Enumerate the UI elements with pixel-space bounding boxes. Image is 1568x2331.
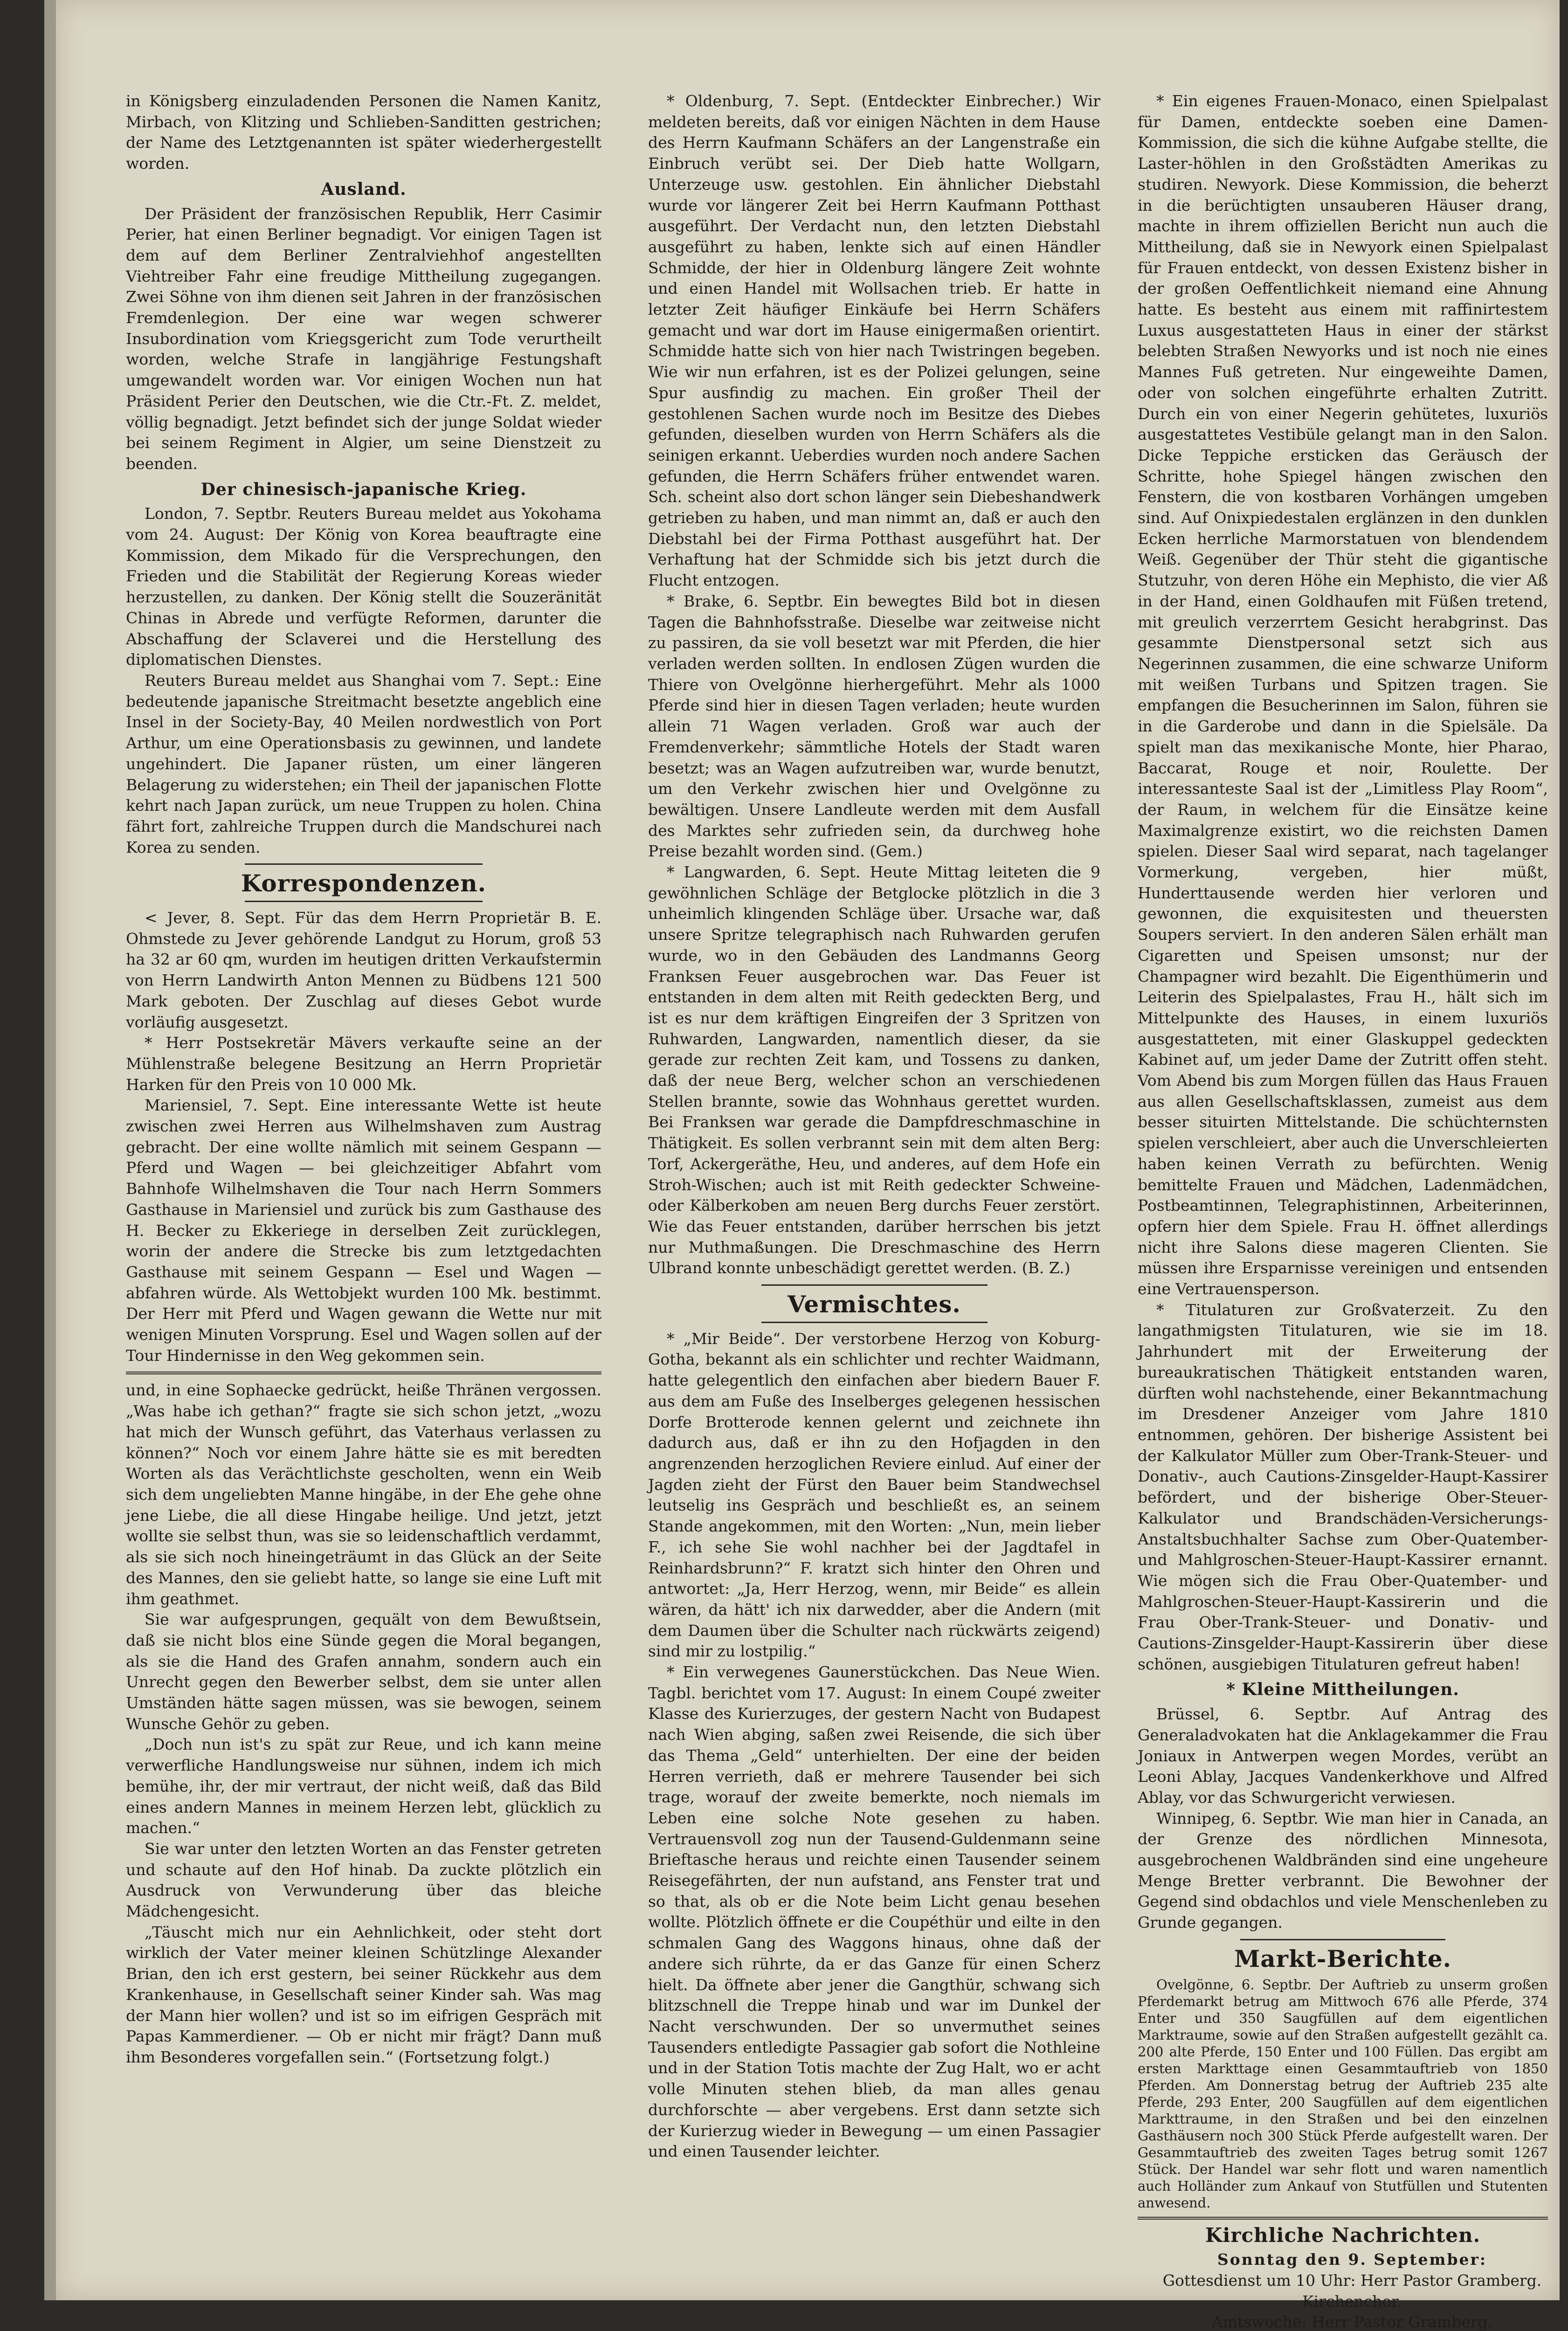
article-mir-beide: * „Mir Beide“. Der verstorbene Herzog von Koburg-Gotha, bekannt als ein schlichter und rechter Waidmann, hatte gelegentlich den einfachen aber biedern Bauer F. aus dem am Fuße des Inselberges gelegenen hessischen Dorfe Brotterode kennen gelernt und zeichnete ihn dadurch aus, daß er ihn zu den Hofjagden in den angrenzenden herzoglichen Reviere einlud. Auf einer der Jagden zieht der Fürst den Bauer beim Standwechsel leutselig ins Gespräch und beschließt es, an seinem Stande angekommen, mit den Worten: „Nun, mein lieber F., ich sehe Sie wohl nachher bei der Jagdtafel in Reinhardsbrunn?“ F. kratzt sich hinter den Ohren und antwortet: „Ja, Herr Herzog, wenn, mir Beide“ es allein wären, da hätt' ich nix darwedder, aber die Andern (mit dem Daumen über die Schulter nach rückwärts zeigend) sind mir zu lostpilig.“ [648, 1329, 1100, 1661]
article-titulaturen: * Titulaturen zur Großvaterzeit. Zu den langathmigsten Titulaturen, wie sie im 18. Jahrhundert mit der Erweiterung der bureaukratischen Thätigkeit entstanden waren, dürften wohl nachstehende, einer Bekanntmachung im Dresdener Anzeiger vom Jahre 1810 entnommen, gehören. Der bisherige Assistent bei der Kalkulator Müller zum Ober-Trank-Steuer- und Donativ-, auch Cautions-Zinsgelder-Haupt-Kassirer befördert, und der bisherige Ober-Steuer-Kalkulator und Brandschäden-Versicherungs-Anstaltsbuchhalter Sachse zum Ober-Quatember- und Mahlgroschen-Steuer-Haupt-Kassirer ernannt. Wie mögen sich die Frau Ober-Quatember- und Mahlgroschen-Steuer-Haupt-Kassirerin und die Frau Ober-Trank-Steuer- und Donativ- und Cautions-Zinsgelder-Haupt-Kassirerin über diese schönen, ausgiebigen Titulaturen gefreut haben! [1138, 1300, 1548, 1673]
article-jever: < Jever, 8. Sept. Für das dem Herrn Proprietär B. E. Ohmstede zu Jever gehörende Landgut zu Horum, groß 53 ha 32 ar 60 qm, wurden im heutigen dritten Verkaufstermin von Herrn Landwirth Anton Mennen zu Büdbens 121 500 Mark geboten. Der Zuschlag auf dieses Gebot wurde vorläufig ausgesetzt. [126, 909, 601, 1031]
serial-story-text: Sie war aufgesprungen, gequält von dem Bewußtsein, daß sie nicht blos eine Sünde gegen die Moral begangen, als sie die Hand des Grafen annahm, sondern auch ein Unrecht gegen den Bewerber selbst, dem sie unter allen Umständen hätte sagen müssen, was sie bewogen, seinem Wunsche Gehör zu geben. [126, 1610, 601, 1733]
section-heading-war: Der chinesisch-japanische Krieg. [200, 479, 527, 499]
article-london: London, 7. Septbr. Reuters Bureau meldet aus Yokohama vom 24. August: Der König von Korea beauftragte eine Kommission, dem Mikado für die Versprechungen, den Frieden und die Stabilität der Regierung Koreas wieder herzustellen, zu danken. Der König stellt die Souzeränität Chinas in Abrede und verfügte Reformen, darunter die Abschaffung der Sclaverei und die Herstellung des diplomatischen Dienstes. [126, 504, 601, 669]
section-heading-markt-berichte: Markt-Berichte. [1234, 1945, 1452, 1972]
section-heading-kleine-mittheilungen: * Kleine Mittheilungen. [1226, 1680, 1459, 1700]
column-right [1138, 91, 1548, 2331]
serial-story-text: und, in eine Sophaecke gedrückt, heiße Thränen vergossen. „Was habe ich gethan?“ fragte sie sich schon jetzt, „wozu hat mich der Wunsch geführt, das Vaterhaus verlassen zu können?“ Noch vor einem Jahre hätte sie es mit beredten Worten als das Verächtlichste gescholten, wenn ein Weib sich dem ungeliebten Manne hingäbe, in der Ehe gehe ohne jene Liebe, die all diese Hingabe heilige. Und jetzt, jetzt wollte sie selbst thun, was sie so leidenschaftlich verdammt, als sie sich noch hineingeträumt in das Glück an der Seite des Mannes, den sie geliebt hatte, so lange sie eine Luft mit ihm geathmet. [126, 1381, 601, 1608]
divider [245, 863, 483, 865]
serial-story-text: Sie war unter den letzten Worten an das Fenster getreten und schaute auf den Hof hinab. Da zuckte plötzlich ein Ausdruck von Verwunderung über das bleiche Mädchengesicht. [126, 1839, 601, 1921]
column-middle [648, 91, 1100, 2217]
church-date: Sonntag den 9. September: [1217, 2250, 1487, 2269]
feuilleton-divider [126, 1372, 601, 1374]
divider [1138, 2217, 1548, 2220]
section-heading-ausland: Ausland. [321, 179, 407, 199]
article-ovelgoenne-market: Ovelgönne, 6. Septbr. Der Auftrieb zu unserm großen Pferdemarkt betrug am Mittwoch 676 alle Pferde, 374 Enter und 350 Saugfüllen auf dem eigentlichen Marktraume, sowie auf den Straßen aufgestellt gezählt ca. 200 alte Pferde, 150 Enter und 100 Füllen. Das ergibt am ersten Markttage einen Gesammtauftrieb von 1850 Pferden. Am Donnerstag betrug der Auftrieb 235 alte Pferde, 293 Enter, 200 Saugfüllen auf dem eigentlichen Markttraume, in den Straßen und bei den einzelnen Gasthäusern noch 300 Stück Pferde aufgestellt waren. Der Gesammtauftrieb des zweiten Tages betrug somit 1267 Stück. Der Handel war sehr flott und waren namentlich auch Holländer zum Ankauf von Stutfüllen und Stutenten anwesend. [1138, 1976, 1548, 2211]
article-bruessel: Brüssel, 6. Septbr. Auf Antrag des Generaladvokaten hat die Anklagekammer die Frau Joniaux in Antwerpen wegen Mordes, verübt an Leoni Ablay, Jacques Vandenkerkhove und Alfred Ablay, vor das Schwurgericht verwiesen. [1138, 1705, 1548, 1807]
article-perier: Der Präsident der französischen Republik, Herr Casimir Perier, hat einen Berliner begnadigt. Vor einigen Tagen ist dem auf dem Berliner Zentralviehhof angestellten Viehtreiber Fahr eine freudige Mittheilung zugegangen. Zwei Söhne von ihm dienen seit Jahren in der französischen Fremdenlegion. Der eine war wegen schwerer Insubordination vom Kriegsgericht zum Tode verurtheilt worden, welche Strafe in langjährige Festungshaft umgewandelt worden war. Vor einigen Wochen nun hat Präsident Perier den Deutschen, wie die Ctr.-Ft. Z. meldet, völlig begnadigt. Jetzt befindet sich der junge Soldat wieder bei seinem Regiment in Algier, um seine Dienstzeit zu beenden. [126, 204, 601, 473]
section-heading-korrespondenzen: Korrespondenzen. [241, 869, 487, 897]
article-fragment: in Königsberg einzuladenden Personen die Namen Kanitz, Mirbach, von Klitzing und Schlieben-Sanditten gestrichen; der Name des Letztgenannten ist später wiederhergestellt worden. [126, 92, 601, 173]
article-oldenburg: * Oldenburg, 7. Sept. (Entdeckter Einbrecher.) Wir meldeten bereits, daß vor einigen Nächten in dem Hause des Herrn Kaufmann Schäfers an der Langenstraße ein Einbruch verübt sei. Der Dieb hatte Wollgarn, Unterzeuge usw. gestohlen. Ein ähnlicher Diebstahl wurde vor längerer Zeit bei Herrn Kaufmann Potthast ausgeführt. Der Verdacht nun, den letzten Diebstahl ausgeführt zu haben, lenkte sich auf einen Händler Schmidde, der hier in Oldenburg längere Zeit wohnte und einen Handel mit Wollsachen trieb. Er hatte in letzter Zeit häufiger Einkäufe bei Herrn Schäfers gemacht und war dort im Hause einigermaßen orientirt. Schmidde hatte sich von hier nach Twistringen begeben. Wie wir nun erfahren, ist es der Polizei gelungen, seine Spur ausfindig zu machen. Ein großer Theil der gestohlenen Sachen wurde noch im Besitze des Diebes gefunden, dieselben wurden von Herrn Schäfers als die seinigen erkannt. Ueberdies wurden noch andere Sachen gefunden, die Herrn Schäfers früher entwendet waren. Sch. scheint also dort schon länger sein Diebeshandwerk getrieben zu haben, und man nimmt an, daß er auch den Diebstahl bei der Firma Potthast ausgeführt hat. Der Verhaftung hat der Schmidde sich bis jetzt durch die Flucht entzogen. [648, 92, 1100, 590]
section-heading-kirchliche-nachrichten: Kirchliche Nachrichten. [1205, 2223, 1481, 2247]
column-left [126, 91, 601, 2217]
article-frauen-monaco: * Ein eigenes Frauen-Monaco, einen Spielpalast für Damen, entdeckte soeben eine Damen-Kommission, die sich die kühne Aufgabe stellte, die Laster-höhlen in den Großstädten Amerikas zu studiren. Newyork. Diese Kommission, die beherzt in die berüchtigten unsauberen Häuser drang, machte in ihrem offiziellen Bericht nun auch die Mittheilung, daß sie in Newyork einen Spielpalast für Frauen entdeckt, von dessen Existenz bisher in der großen Oeffentlichkeit niemand eine Ahnung hatte. Es besteht aus einem mit raffinirtestem Luxus ausgestatteten Haus in einer der stärkst belebten Straßen Newyorks und ist noch nie eines Mannes Fuß getreten. Nur eingeweihte Damen, oder von solchen eingeführte erhalten Zutritt. Durch ein von einer Negerin gehütetes, luxuriös ausgestattetes Vestibüle gelangt man in den Salon. Dicke Teppiche ersticken das Geräusch der Schritte, hohe Spiegel hängen zwischen den Fenstern, die von kostbaren Vorhängen umgeben sind. Auf Onixpiedestalen erglänzen in den dunklen Ecken herrliche Marmorstatuen von blendendem Weiß. Gegenüber der Thür steht die gigantische Stutzuhr, von deren Höhe ein Mephisto, die vier Aß in der Hand, einen Goldhaufen mit Füßen tretend, mit greulich verzerrtem Gesicht herabgrinst. Das gesammte Dienstpersonal setzt sich aus Negerinnen zusammen, die eine schwarze Uniform mit weißen Turbans und Spitzen tragen. Sie empfangen die Besucherinnen im Salon, führen sie in die Garderobe und dann in die Spielsäle. Da spielt man das mexikanische Monte, hier Pharao, Baccarat, Rouge et noir, Roulette. Der interessanteste Saal ist der „Limitless Play Room“, der Raum, in welchem für die Einsätze keine Maximalgrenze existirt, wo die reichsten Damen spielen. Dieser Saal wird separat, nach tagelanger Vormerkung, vergeben, hier müßt, Hunderttausende werden hier verloren und gewonnen, die exquisitesten und theuersten Soupers serviert. In den anderen Sälen erhält man Cigaretten und Speisen umsonst; nur der Champagner wird bezahlt. Die Eigenthümerin und Leiterin des Spielpalastes, Frau H., hält sich im Mittelpunkte des Hauses, in einem luxuriös ausgestatteten, mit einer Glaskuppel gedeckten Kabinet auf, um jeder Dame der Zutritt offen steht. Vom Abend bis zum Morgen füllen das Haus Frauen aus allen Gesellschaftsklassen, zumeist aus dem besser situirten Mittelstande. Die schüchternsten spielen verschleiert, aber auch die Unverschleierten haben keinen Verrath zu befürchten. Wenig bemittelte Frauen und Mädchen, Ladenmädchen, Postbeamtinnen, Telegraphistinnen, Arbeiterinnen, opfern hier dem Spiele. Frau H. öffnet allerdings nicht ihre Salons diese mageren Clienten. Sie müssen ihre Ersparnisse vereinigen und entsenden eine Vertrauensperson. [1138, 92, 1548, 1298]
church-choir: Kirchenchor. [1302, 2292, 1402, 2310]
divider [1240, 1939, 1445, 1940]
serial-story-text: „Doch nun ist's zu spät zur Reue, und ich kann meine verwerfliche Handlungsweise nur sühnen, indem ich mich bemühe, ihr, der mir vertraut, der nicht weiß, daß das Bild eines andern Mannes in meinem Herzen lebt, glücklich zu machen.“ [126, 1735, 601, 1837]
article-langwarden: * Langwarden, 6. Sept. Heute Mittag leiteten die 9 gewöhnlichen Schläge der Betglocke plötzlich in die 3 unheimlich klingenden Schläge über. Ursache war, daß unsere Spritze telegraphisch nach Ruhwarden gerufen wurde, wo in den Gebäuden des Landmanns Georg Franksen Feuer ausgebrochen war. Das Feuer ist entstanden in dem alten mit Reith gedeckten Berg, und ist es nur dem kräftigen Eingreifen der 3 Spritzen von Ruhwarden, Langwarden, namentlich dieser, da sie gerade zur rechten Zeit kam, und Tossens zu danken, daß der neue Berg, welcher schon an verschiedenen Stellen brannte, sowie das Wohnhaus gerettet wurden. Bei Franksen war gerade die Dampfdreschmaschine in Thätigkeit. Es sollen verbrannt sein mit dem alten Berg: Torf, Ackergeräthe, Heu, und anderes, auf dem Hofe ein Stroh-Wischen; auch ist mit Reith gedeckter Schweine- oder Kälberkoben am neuen Berg durchs Feuer zerstört. Wie das Feuer entstanden, darüber herrschen bis jetzt nur Muthmaßungen. Die Dreschmaschine des Herrn Ulbrand konnte unbeschädigt gerettet werden. (B. Z.) [648, 863, 1100, 1277]
serial-story-text: „Täuscht mich nur ein Aehnlichkeit, oder steht dort wirklich der Vater meiner kleinen Schützlinge Alexander Brian, den ich erst gestern, bei seiner Rückkehr aus dem Krankenhause, in Gesellschaft seiner Kinder sah. Was mag der Mann hier wollen? und ist so im eifrigen Gespräch mit Papas Kammerdiener. — Ob er nicht mir frägt? Dann muß ihm Besonderes vorgefallen sein.“ (Fortsetzung folgt.) [126, 1923, 601, 2066]
church-week: Amtswoche: Herr Pastor Gramberg. [1211, 2313, 1493, 2331]
section-heading-vermischtes: Vermischtes. [787, 1290, 961, 1318]
article-mariensiel: Mariensiel, 7. Sept. Eine interessante Wette ist heute zwischen zwei Herren aus Wilhelmshaven zum Austrag gebracht. Der eine wollte nämlich mit seinem Gespann — Pferd und Wagen — bei gleichzeitiger Abfahrt vom Bahnhofe Wilhelmshaven die Tour nach Herrn Sommers Gasthause in Mariensiel und zurück bis zum Gasthause des H. Becker zu Ekkeriege in derselben Zeit zurücklegen, worin der andere die Strecke bis zum letztgedachten Gasthause mit seinem Gespann — Esel und Wagen — abfahren würde. Als Wettobjekt wurden 100 Mk. bestimmt. Der Herr mit Pferd und Wagen gewann die Wette nur mit wenigen Minuten Vorsprung. Esel und Wagen sollen auf der Tour Hindernisse in den Weg gekommen sein. [126, 1096, 601, 1365]
article-winnipeg: Winnipeg, 6. Septbr. Wie man hier in Canada, an der Grenze des nördlichen Minnesota, ausgebrochenen Waldbränden sind eine ungeheure Menge Bretter verbrannt. Die Bewohner der Gegend sind obdachlos und viele Menschenleben zu Grunde gegangen. [1138, 1809, 1548, 1932]
article-shanghai: Reuters Bureau meldet aus Shanghai vom 7. Sept.: Eine bedeutende japanische Streitmacht besetzte angeblich eine Insel in der Society-Bay, 40 Meilen nordwestlich von Port Arthur, um eine Operationsbasis zu gewinnen, und landete ungehindert. Die Japaner rüsten, um einer längeren Belagerung zu widerstehen; ein Theil der japanischen Flotte kehrt nach Japan zurück, um neue Truppen zu holen. China fährt fort, zahlreiche Truppen durch die Mandschurei nach Korea zu senden. [126, 671, 601, 856]
church-service: Gottesdienst um 10 Uhr: Herr Pastor Gramberg. [1162, 2271, 1542, 2290]
article-brake: * Brake, 6. Septbr. Ein bewegtes Bild bot in diesen Tagen die Bahnhofsstraße. Dieselbe war zeitweise nicht zu passiren, da sie voll besetzt war mit Pferden, die hier verladen werden sollten. In endlosen Zügen wurden die Thiere von Ovelgönne hierhergeführt. Mehr als 1000 Pferde sind hier in diesen Tagen verladen; heute wurden allein 71 Wagen verladen. Groß war auch der Fremdenverkehr; sämmtliche Hotels der Stadt waren besetzt; was an Wagen aufzutreiben war, wurde benutzt, um den Verkehr zwischen hier und Ovelgönne zu bewältigen. Unsere Landleute werden mit dem Ausfall des Marktes sehr zufrieden sein, da durchweg hohe Preise bezahlt worden sind. (Gem.) [648, 592, 1100, 861]
divider [245, 901, 483, 902]
divider [761, 1284, 988, 1286]
article-maevers: * Herr Postsekretär Mävers verkaufte seine an der Mühlenstraße belegene Besitzung an Herrn Proprietär Harken für den Preis von 10 000 Mk. [126, 1034, 601, 1094]
divider [761, 1322, 988, 1323]
article-gaunerstueckchen: * Ein verwegenes Gaunerstückchen. Das Neue Wien. Tagbl. berichtet vom 17. August: In einem Coupé zweiter Klasse des Kurierzuges, der gestern Nacht von Budapest nach Wien abging, saßen zwei Reisende, die sich über das Thema „Geld“ unterhielten. Der eine der beiden Herren verrieth, daß er mehrere Tausender bei sich trage, worauf der zweite bemerkte, noch niemals im Leben eine solche Note gesehen zu haben. Vertrauensvoll zog nun der Tausend-Guldenmann seine Brieftasche heraus und reichte einen Tausender seinem Reisegefährten, der nun aufstand, ans Fenster trat und so that, als ob er die Note beim Licht genau besehen wollte. Plötzlich öffnete er die Coupéthür und eilte in den schmalen Gang des Waggons hinaus, ohne daß der andere sich rührte, da er das Ganze für einen Scherz hielt. Da öffnete aber jener die Gangthür, schwang sich blitzschnell die Treppe hinab und war im Dunkel der Nacht verschwunden. Der so unvermuthet seines Tausenders entledigte Passagier gab sofort die Nothleine und in der Station Totis machte der Zug Halt, wo er acht volle Minuten stehen blieb, da man alles genau durchforschte — aber vergebens. Erst dann setzte sich der Kurierzug wieder in Bewegung — um einen Passagier und einen Tausender leichter. [648, 1663, 1100, 2161]
